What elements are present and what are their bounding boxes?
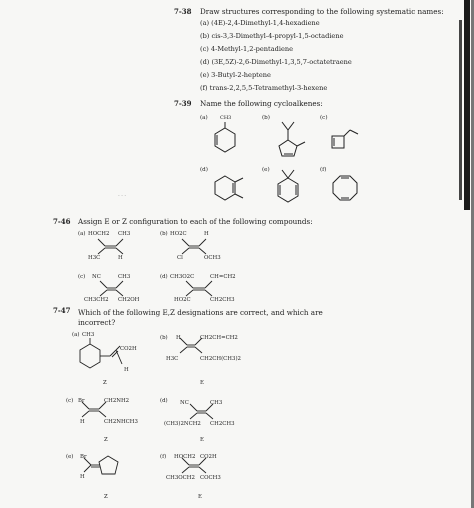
label-7-47-e: (e) — [66, 454, 74, 460]
label-7-46-c: (c) — [78, 274, 86, 280]
7-46-double-bond-skeletons — [78, 236, 248, 300]
label-7-46-d: (d) — [160, 274, 168, 280]
7-46-b-top-right: H — [204, 231, 209, 237]
label-7-47-c: (c) — [66, 398, 74, 404]
label-7-39-f: (f) — [320, 167, 327, 173]
7-47-f-bottom-left: CH3OCH2 — [166, 475, 195, 481]
cyclohexene-a-structure — [215, 122, 235, 152]
label-7-46-b: (b) — [160, 231, 168, 237]
7-47-d-bottom-left: (CH3)2NCH2 — [164, 421, 201, 427]
7-46-b-bottom-right: OCH3 — [204, 255, 221, 261]
7-46-a-top-left: HOCH2 — [88, 231, 110, 237]
label-7-39-d: (d) — [200, 167, 208, 173]
7-46-c-top-right: CH3 — [118, 274, 131, 280]
item-7-38-b: (b) cis-3,3-Dimethyl-4-propyl-1,5-octadiene — [200, 32, 344, 40]
7-46-a-top-right: CH3 — [118, 231, 131, 237]
label-7-47-f: (f) — [160, 454, 167, 460]
7-46-c-bottom-left: CH3CH2 — [84, 297, 109, 303]
7-47-a-methyl: CH3 — [82, 332, 95, 338]
7-47-f-bottom-right: COCH3 — [200, 475, 221, 481]
problem-prompt-7-47-line1: Which of the following E,Z designations are correct, and which are — [78, 308, 323, 317]
cycloalkene-structures — [200, 118, 400, 218]
page-binding-edge — [450, 0, 474, 508]
item-7-38-d: (d) (3E,5Z)-2,6-Dimethyl-1,3,5,7-octatetraene — [200, 58, 352, 66]
cyclobutene-c-structure — [332, 130, 358, 148]
item-7-38-e: (e) 3-Butyl-2-heptene — [200, 71, 271, 79]
7-46-c-top-left: NC — [92, 274, 101, 280]
7-47-c-bottom-right: CH2NHCH3 — [104, 419, 138, 425]
7-46-a-bottom-left: H3C — [88, 255, 101, 261]
label-7-46-a: (a) — [78, 231, 86, 237]
7-47-c-bottom-left: H — [80, 419, 85, 425]
7-47-f-top-right: CO2H — [200, 454, 217, 460]
label-7-39-c: (c) — [320, 115, 328, 121]
7-47-c-alkene — [82, 402, 106, 417]
7-47-a-carboxyl: CO2H — [120, 346, 137, 352]
7-47-f-alkene — [182, 458, 206, 473]
7-47-b-answer: E — [200, 380, 204, 386]
7-46-c-alkene — [100, 281, 123, 296]
problem-number-7-39: 7-39 — [174, 99, 192, 108]
label-7-39-a: (a) — [200, 115, 208, 121]
7-47-a-structure — [80, 338, 122, 368]
7-47-e-bottom-left: H — [80, 474, 85, 480]
label-7-47-a: (a) — [72, 332, 80, 338]
7-47-d-bottom-right: CH2CH3 — [210, 421, 235, 427]
7-47-d-alkene — [190, 404, 213, 419]
7-47-b-bottom-right: CH2CH(CH3)2 — [200, 356, 241, 362]
cyclohexadiene-e-structure — [278, 170, 298, 202]
7-46-c-bottom-right: CH2OH — [118, 297, 140, 303]
label-7-47-b: (b) — [160, 335, 168, 341]
problem-number-7-38: 7-38 — [174, 7, 192, 16]
problem-prompt-7-38: Draw structures corresponding to the following systematic names: — [200, 7, 444, 16]
problem-prompt-7-47-line2: incorrect? — [78, 318, 116, 327]
label-7-39-b: (b) — [262, 115, 270, 121]
faded-heading-fragment: - - - — [118, 193, 127, 199]
problem-number-7-46: 7-46 — [53, 217, 71, 226]
label-7-47-d: (d) — [160, 398, 168, 404]
7-47-c-top-left: Br — [78, 398, 85, 404]
cyclohexene-d-structure — [215, 176, 243, 200]
cyclooctadiene-f-structure — [333, 176, 357, 200]
7-47-c-answer: Z — [104, 437, 108, 443]
7-46-d-bottom-right: CH2CH3 — [210, 297, 235, 303]
7-46-b-top-left: HO2C — [170, 231, 187, 237]
7-46-d-bottom-left: HO2C — [174, 297, 191, 303]
problem-prompt-7-46: Assign E or Z configuration to each of the following compounds: — [78, 217, 313, 226]
7-47-a-answer: Z — [103, 380, 107, 386]
7-47-e-answer: Z — [104, 494, 108, 500]
cyclopentene-b-structure — [279, 122, 305, 156]
7-47-f-top-left: HOCH2 — [174, 454, 196, 460]
7-47-b-alkene — [180, 338, 202, 353]
7-47-d-top-right: CH3 — [210, 400, 223, 406]
group-7-39-a: CH3 — [220, 115, 232, 121]
problem-prompt-7-39: Name the following cycloalkenes: — [200, 99, 323, 108]
7-46-b-bottom-left: Cl — [177, 255, 183, 261]
7-47-b-bottom-left: H3C — [166, 356, 179, 362]
7-47-d-top-left: NC — [180, 400, 189, 406]
item-7-38-a: (a) (4E)-2,4-Dimethyl-1,4-hexadiene — [200, 19, 320, 27]
7-46-b-alkene — [182, 239, 206, 254]
label-7-39-e: (e) — [262, 167, 270, 173]
7-47-e-top-left: Br — [80, 454, 87, 460]
7-47-c-top-right: CH2NH2 — [104, 398, 130, 404]
7-47-b-top-left: H — [176, 335, 181, 341]
7-47-structures — [60, 330, 250, 500]
problem-number-7-47: 7-47 — [53, 306, 71, 315]
7-47-d-answer: E — [200, 437, 204, 443]
7-46-d-top-right: CH=CH2 — [210, 274, 236, 280]
item-7-38-f: (f) trans-2,2,5,5-Tetramethyl-3-hexene — [200, 84, 328, 92]
7-47-e-structure — [84, 456, 118, 474]
7-46-d-top-left: CH3O2C — [170, 274, 195, 280]
item-7-38-c: (c) 4-Methyl-1,2-pentadiene — [200, 45, 294, 53]
7-46-d-alkene — [186, 281, 212, 296]
7-47-f-answer: E — [198, 494, 202, 500]
7-47-a-hydrogen: H — [124, 367, 129, 373]
7-46-a-bottom-right: H — [118, 255, 123, 261]
7-47-b-top-right: CH2CH=CH2 — [200, 335, 238, 341]
7-46-a-alkene — [98, 239, 123, 254]
